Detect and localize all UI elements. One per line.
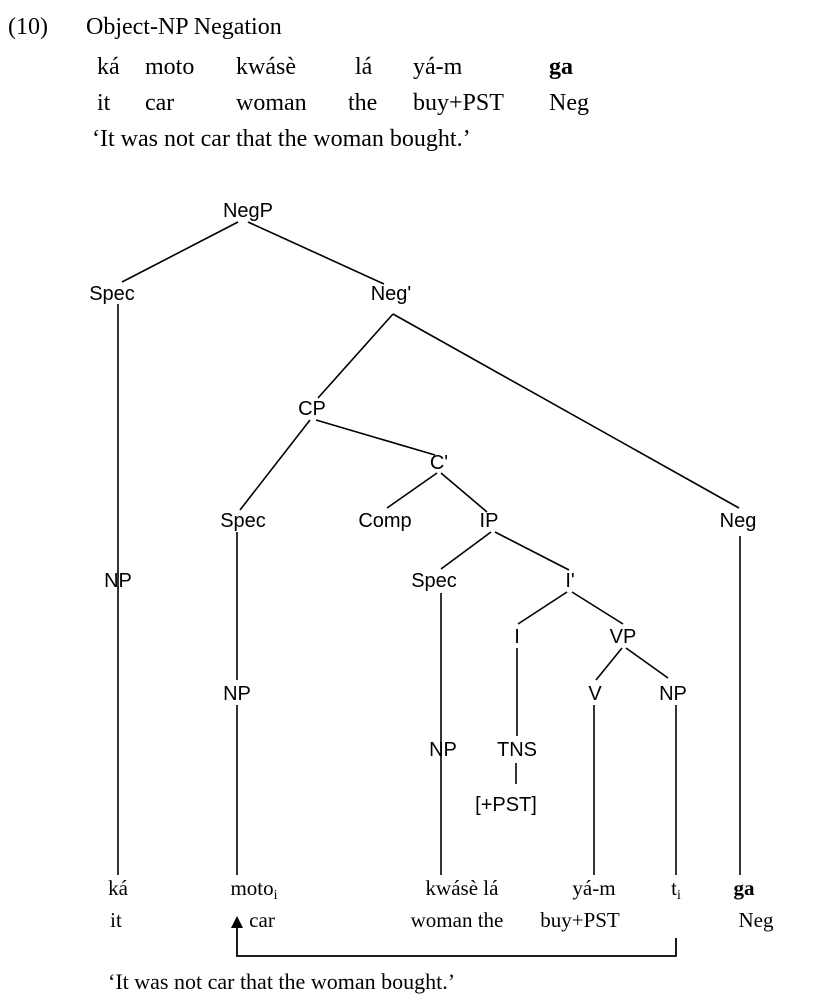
leaf-ga-gloss: Neg xyxy=(738,908,774,932)
node-tns-feature: [+PST] xyxy=(475,794,537,816)
gloss-translation: the xyxy=(348,90,378,116)
branch-line xyxy=(441,473,487,512)
node-spec-ip: Spec xyxy=(411,570,457,592)
branch-line xyxy=(596,648,622,680)
node-spec-negp: Spec xyxy=(89,283,135,305)
node-ip: IP xyxy=(479,510,499,532)
branch-line xyxy=(626,648,668,678)
gloss-translation: Neg xyxy=(549,90,589,116)
node-vp: VP xyxy=(609,626,637,648)
gloss-word-negation: ga xyxy=(549,54,573,80)
branch-line xyxy=(518,592,567,624)
gloss-word: ká xyxy=(97,54,120,80)
example-header xyxy=(8,14,589,152)
node-neg: Neg xyxy=(719,510,757,532)
branch-line xyxy=(387,473,437,508)
node-neg-bar: Neg' xyxy=(370,283,412,305)
gloss-word: yá-m xyxy=(413,54,463,80)
leaf-yam: yá-m xyxy=(572,876,616,900)
leaf-ka: ká xyxy=(108,876,128,900)
gloss-translation: woman xyxy=(236,90,307,116)
example-translation: ‘It was not car that the woman bought.’ xyxy=(92,126,471,152)
leaf-moto: motoi xyxy=(230,876,278,903)
trace-index: i xyxy=(676,888,681,903)
tree-caption: ‘It was not car that the woman bought.’ xyxy=(108,969,456,994)
arrowhead-icon xyxy=(231,916,243,928)
leaf-trace: ti xyxy=(671,876,681,903)
tree-leaves xyxy=(108,876,774,932)
node-i: I xyxy=(514,626,520,648)
leaf-moto-gloss: car xyxy=(249,908,275,932)
gloss-translation: car xyxy=(145,90,175,116)
branch-line xyxy=(572,592,623,624)
moto-index: i xyxy=(273,888,278,903)
leaf-kwase-la: kwásè lá xyxy=(425,876,499,900)
gloss-translation: buy+PST xyxy=(413,90,504,116)
branch-line xyxy=(393,314,739,508)
leaf-ka-gloss: it xyxy=(110,908,122,932)
gloss-translation: it xyxy=(97,90,111,116)
gloss-word: kwásè xyxy=(236,54,296,80)
node-i-bar: I' xyxy=(565,570,575,592)
node-negp: NegP xyxy=(222,200,274,222)
node-np-object: NP xyxy=(659,683,687,705)
tree-node-labels xyxy=(89,200,756,816)
leaf-kwase-la-gloss: woman the xyxy=(410,908,504,932)
node-tns: TNS xyxy=(497,739,537,761)
gloss-word: moto xyxy=(145,54,195,80)
gloss-word: lá xyxy=(355,54,373,80)
node-np-cp: NP xyxy=(223,683,251,705)
leaf-ga: ga xyxy=(733,876,755,900)
branch-line xyxy=(122,222,238,282)
branch-line xyxy=(495,532,569,570)
leaf-yam-gloss: buy+PST xyxy=(540,908,620,932)
branch-line xyxy=(316,420,435,455)
node-np-subject: NP xyxy=(429,739,457,761)
node-spec-cp: Spec xyxy=(220,510,266,532)
example-number: (10) xyxy=(8,14,48,40)
example-title: Object-NP Negation xyxy=(86,14,282,40)
node-comp: Comp xyxy=(358,510,412,532)
node-v: V xyxy=(588,683,602,705)
branch-line xyxy=(240,420,310,510)
branch-line xyxy=(318,314,393,398)
node-c-bar: C' xyxy=(429,452,449,474)
tree-branches xyxy=(118,222,740,875)
branch-line xyxy=(248,222,384,284)
node-cp: CP xyxy=(298,398,326,420)
node-np-left: NP xyxy=(104,570,132,592)
branch-line xyxy=(441,532,491,569)
